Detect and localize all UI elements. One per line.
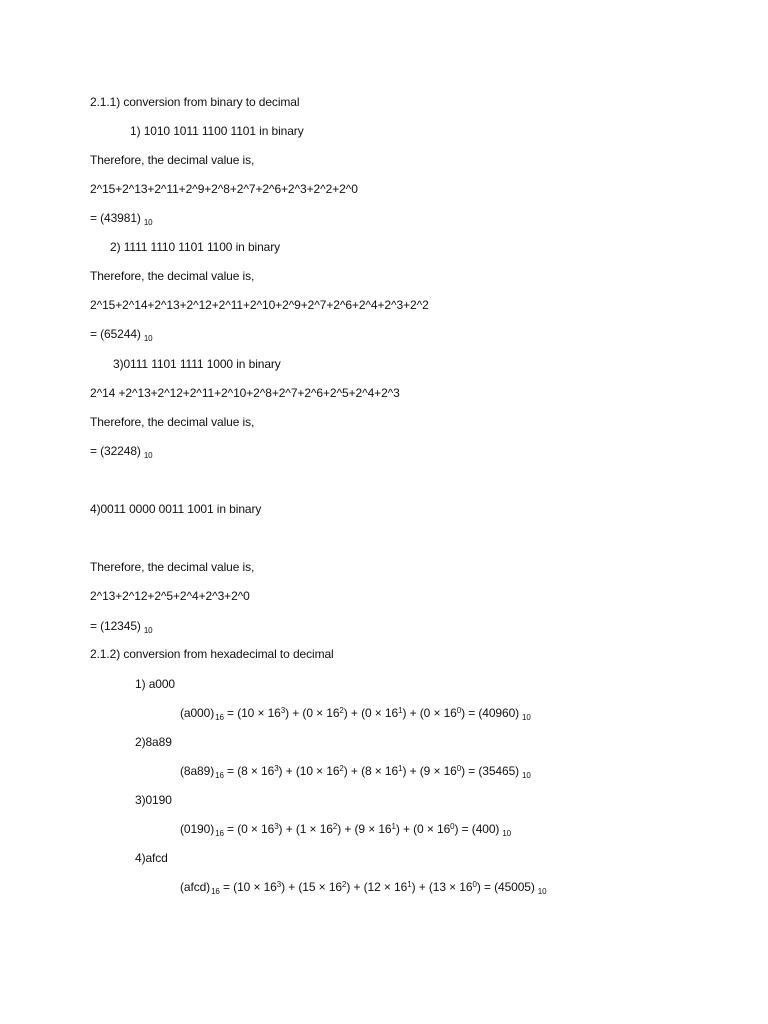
result-value: = (35465)	[468, 764, 520, 778]
result-base: 10	[537, 887, 547, 896]
hex-item-3-label: 3)0190	[135, 793, 172, 807]
hex-lhs-base: 16	[215, 829, 224, 838]
equals-sign: =	[223, 880, 230, 894]
term-exponent: 2	[341, 880, 347, 889]
hex-item-3-equation	[180, 821, 511, 839]
hex-lhs-base: 16	[211, 887, 220, 896]
term: (8 × 16	[237, 764, 275, 778]
term-close: )	[402, 764, 407, 778]
equals-sign: =	[227, 764, 234, 778]
binary-item-4-result	[90, 618, 153, 636]
term-close: )	[395, 822, 400, 836]
result-base: 10	[143, 626, 153, 635]
term-close: )	[402, 706, 407, 720]
plus-sign: +	[350, 706, 358, 720]
equals-sign: =	[227, 822, 234, 836]
binary-item-3-expression: 2^14 +2^13+2^12+2^11+2^10+2^8+2^7+2^6+2^5+2^4+2^3	[90, 386, 400, 400]
term-exponent: 1	[398, 706, 403, 715]
hex-item-4-label: 4)afcd	[135, 851, 168, 865]
term: (10 × 16	[233, 880, 277, 894]
result-value: = (32248)	[90, 444, 141, 458]
plus-sign: +	[409, 706, 417, 720]
hex-item-4-equation	[180, 879, 546, 897]
hex-lhs: (0190)	[180, 822, 215, 836]
binary-item-4-expression: 2^13+2^12+2^5+2^4+2^3+2^0	[90, 589, 250, 603]
binary-item-1-expression: 2^15+2^13+2^11+2^9+2^8+2^7+2^6+2^3+2^2+2^0	[90, 182, 358, 196]
plus-sign: +	[344, 822, 352, 836]
hex-lhs: (8a89)	[180, 764, 215, 778]
term-close: )	[346, 880, 351, 894]
result-value: = (400)	[461, 822, 500, 836]
plus-sign: +	[350, 764, 358, 778]
term-exponent: 3	[274, 822, 279, 831]
term: (10 × 16	[295, 764, 340, 778]
binary-item-1-label: 1) 1010 1011 1100 1101 in binary	[130, 124, 304, 138]
term-close: )	[281, 880, 286, 894]
term: (15 × 16	[298, 880, 342, 894]
term-exponent: 3	[274, 764, 279, 773]
term-close: )	[476, 880, 481, 894]
binary-item-1-therefore: Therefore, the decimal value is,	[90, 153, 255, 167]
binary-item-3-label: 3)0111 1101 1111 1000 in binary	[113, 357, 281, 371]
plus-sign: +	[418, 880, 426, 894]
term-close: )	[343, 764, 348, 778]
binary-item-2-therefore: Therefore, the decimal value is,	[90, 269, 255, 283]
section-heading-hex: 2.1.2) conversion from hexadecimal to decimal	[90, 647, 334, 661]
result-base: 10	[502, 829, 512, 838]
term-close: )	[285, 706, 290, 720]
plus-sign: +	[292, 706, 300, 720]
result-base: 10	[143, 451, 153, 460]
plus-sign: +	[353, 880, 361, 894]
term: (0 × 16	[302, 706, 340, 720]
term: (0 × 16	[361, 706, 399, 720]
term: (8 × 16	[361, 764, 399, 778]
term: (1 × 16	[295, 822, 333, 836]
result-value: = (40960)	[468, 706, 520, 720]
term-close: )	[411, 880, 416, 894]
term: (12 × 16	[363, 880, 408, 894]
term-exponent: 2	[339, 764, 344, 773]
binary-item-3-result	[90, 443, 153, 461]
term-exponent: 1	[407, 880, 412, 889]
term: (0 × 16	[413, 822, 451, 836]
plus-sign: +	[285, 822, 293, 836]
term-close: )	[454, 822, 459, 836]
hex-lhs: (a000)	[180, 706, 215, 720]
equals-sign: =	[227, 706, 234, 720]
term-close: )	[278, 822, 283, 836]
result-value: = (65244)	[90, 327, 141, 341]
result-value: = (45005)	[483, 880, 535, 894]
binary-item-2-label: 2) 1111 1110 1101 1100 in binary	[110, 240, 281, 254]
term-exponent: 0	[450, 822, 455, 831]
result-value: = (12345)	[90, 619, 141, 633]
binary-item-4-label: 4)0011 0000 0011 1001 in binary	[90, 502, 262, 516]
term: (9 × 16	[354, 822, 392, 836]
term-exponent: 0	[456, 706, 462, 715]
plus-sign: +	[285, 764, 293, 778]
binary-item-2-expression: 2^15+2^14+2^13+2^12+2^11+2^10+2^9+2^7+2^6+2^4+2^3+2^2	[90, 298, 429, 312]
term-exponent: 0	[472, 880, 477, 889]
term: (9 × 16	[419, 764, 457, 778]
term-exponent: 2	[332, 822, 338, 831]
hex-lhs: (afcd)	[180, 880, 211, 894]
result-value: = (43981)	[90, 211, 141, 225]
hex-item-1-equation	[180, 705, 531, 723]
term-exponent: 1	[391, 822, 396, 831]
term: (0 × 16	[237, 822, 275, 836]
term-exponent: 0	[456, 764, 462, 773]
term-close: )	[337, 822, 342, 836]
term: (0 × 16	[419, 706, 457, 720]
plus-sign: +	[288, 880, 296, 894]
term-exponent: 3	[280, 706, 286, 715]
term-exponent: 2	[339, 706, 344, 715]
binary-item-1-result	[90, 210, 153, 228]
hex-item-1-label: 1) a000	[135, 677, 175, 691]
term-close: )	[461, 764, 465, 778]
term: (13 × 16	[428, 880, 473, 894]
plus-sign: +	[403, 822, 410, 836]
binary-item-4-therefore: Therefore, the decimal value is,	[90, 560, 255, 574]
term-exponent: 1	[398, 764, 403, 773]
result-base: 10	[143, 218, 153, 227]
term-close: )	[461, 706, 465, 720]
result-base: 10	[143, 334, 153, 343]
binary-item-2-result	[90, 326, 153, 344]
term-exponent: 3	[276, 880, 282, 889]
hex-item-2-label: 2)8a89	[135, 735, 172, 749]
hex-item-2-equation	[180, 763, 531, 781]
binary-item-3-therefore: Therefore, the decimal value is,	[90, 415, 255, 429]
term-close: )	[343, 706, 348, 720]
result-base: 10	[522, 713, 531, 722]
term-close: )	[278, 764, 283, 778]
term: (10 × 16	[237, 706, 281, 720]
hex-lhs-base: 16	[215, 713, 224, 722]
plus-sign: +	[409, 764, 417, 778]
hex-lhs-base: 16	[215, 771, 224, 780]
section-heading-binary: 2.1.1) conversion from binary to decimal	[90, 95, 300, 109]
result-base: 10	[522, 771, 531, 780]
